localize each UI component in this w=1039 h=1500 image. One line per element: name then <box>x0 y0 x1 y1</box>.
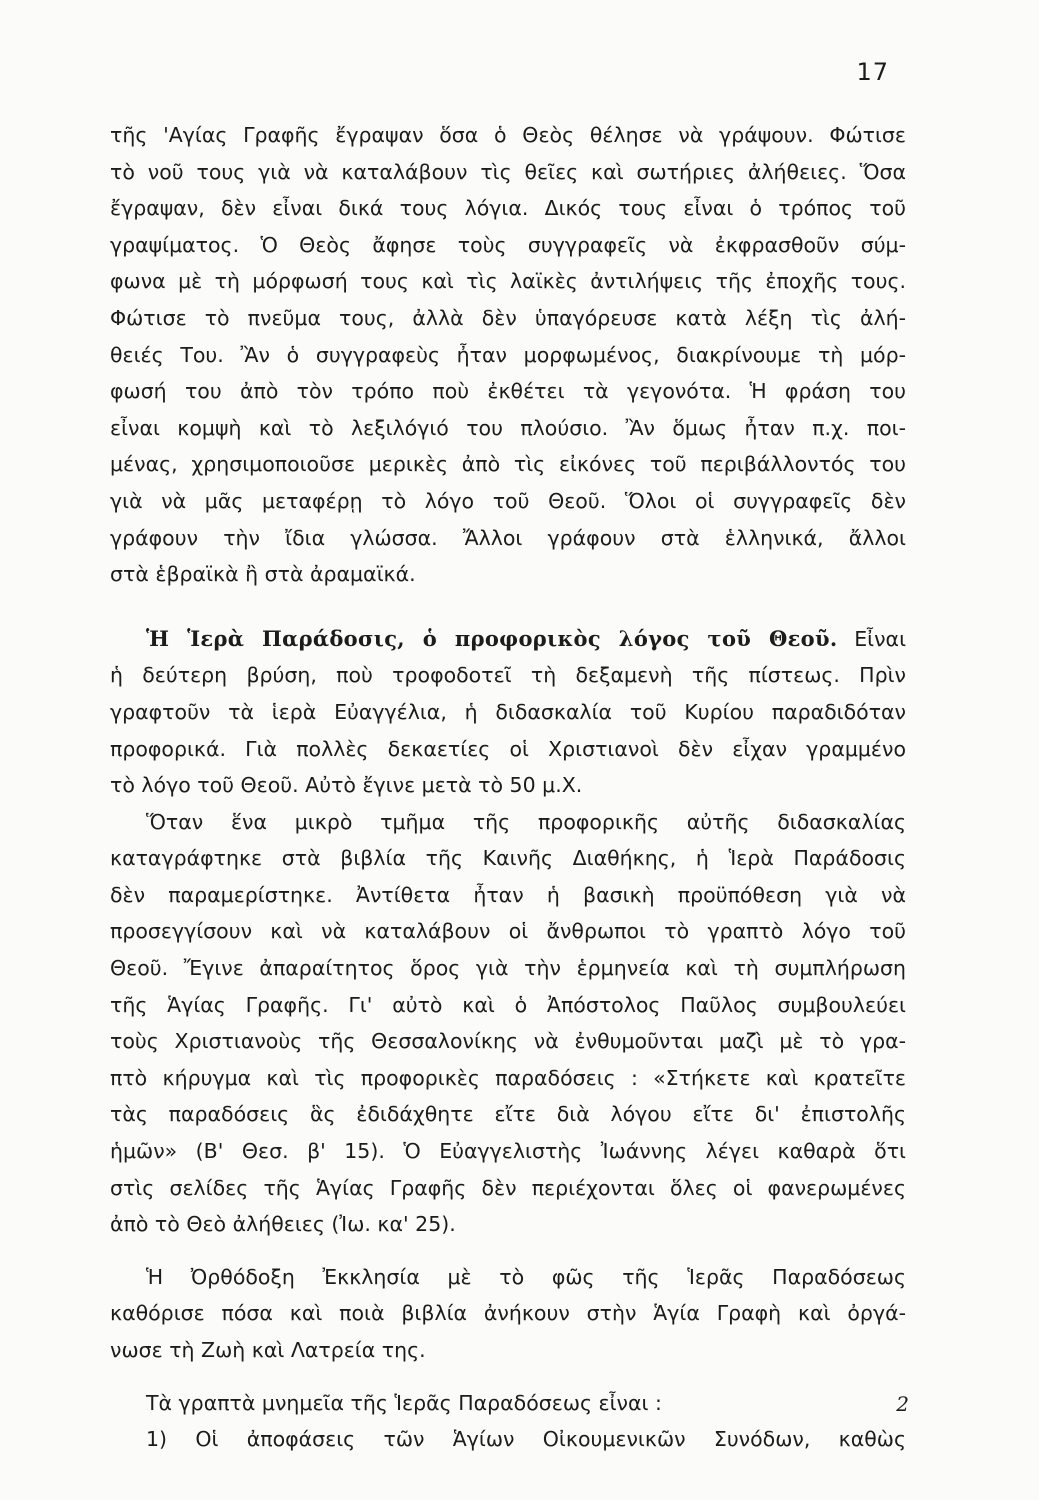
text-line: δὲν παραμερίστηκε. Ἀντίθετα ἦταν ἡ βασικὴ προϋπόθεση γιὰ νὰ <box>110 882 906 907</box>
paragraph-3 <box>110 804 906 1243</box>
text-line: τῆς Ἁγίας Γραφῆς. Γι' αὐτὸ καὶ ὁ Ἀπόστολος Παῦλος συμβουλεύει <box>110 992 906 1017</box>
text-line: τὸ νοῦ τους γιὰ νὰ καταλάβουν τὶς θεῖες καὶ σωτήριες ἀλήθειες. Ὅσα <box>110 159 906 184</box>
page-number: 17 <box>856 58 889 86</box>
text-line: Θεοῦ. Ἔγινε ἀπαραίτητος ὅρος γιὰ τὴν ἑρμηνεία καὶ τὴ συμπλήρωση <box>110 956 906 981</box>
text-line: νωσε τὴ Ζωὴ καὶ Λατρεία της. <box>110 1338 426 1362</box>
text-line: γιὰ νὰ μᾶς μεταφέρῃ τὸ λόγο τοῦ Θεοῦ. Ὅλοι οἱ συγγραφεῖς δὲν <box>110 488 906 513</box>
text-line: Τὰ γραπτὰ μνημεῖα τῆς Ἱερᾶς Παραδόσεως εἶναι : <box>146 1390 662 1415</box>
text-line: τῆς 'Αγίας Γραφῆς ἔγραψαν ὅσα ὁ Θεὸς θέλησε νὰ γράψουν. Φώτισε <box>110 123 906 147</box>
paragraph-6 <box>110 1421 906 1458</box>
text-line: τὰς παραδόσεις ἃς ἐδιδάχθητε εἴτε διὰ λόγου εἴτε δι' ἐπιστολῆς <box>110 1102 906 1127</box>
text-line: γραφτοῦν τὰ ἱερὰ Εὐαγγέλια, ἡ διδασκαλία τοῦ Κυρίου παραδιδόταν <box>110 699 906 724</box>
paragraph-4 <box>110 1259 906 1369</box>
text-line: ἔγραψαν, δὲν εἶναι δικά τους λόγια. Δικός τους εἶναι ὁ τρόπος τοῦ <box>110 196 906 221</box>
text-line: μένας, χρησιμοποιοῦσε μερικὲς ἀπὸ τὶς εἰκόνες τοῦ περιβάλλοντός του <box>110 452 906 477</box>
text-line: γράφουν τὴν ἴδια γλώσσα. Ἄλλοι γράφουν στὰ ἑλληνικά, ἄλλοι <box>110 525 906 550</box>
text-line: φωνα μὲ τὴ μόρφωσή τους καὶ τὶς λαϊκὲς ἀντιλήψεις τῆς ἐποχῆς τους. <box>110 269 906 294</box>
body-text <box>110 117 906 1458</box>
text-line: καταγράφτηκε στὰ βιβλία τῆς Καινῆς Διαθήκης, ἡ Ἱερὰ Παράδοσις <box>110 846 906 871</box>
paragraph-sacred-tradition <box>110 621 906 804</box>
text-line: πτὸ κήρυγμα καὶ τὶς προφορικὲς παραδόσεις : «Στήκετε καὶ κρατεῖτε <box>110 1065 906 1090</box>
text-line: προφορικά. Γιὰ πολλὲς δεκαετίες οἱ Χριστιανοὶ δὲν εἶχαν γραμμένο <box>110 736 906 761</box>
text-line: γραψίματος. Ὁ Θεὸς ἄφησε τοὺς συγγραφεῖς νὰ ἐκφρασθοῦν σύμ- <box>110 232 906 257</box>
signature-mark: 2 <box>896 1392 909 1416</box>
text-line: καθόρισε πόσα καὶ ποιὰ βιβλία ἀνήκουν στὴν Ἁγία Γραφὴ καὶ ὀργά- <box>110 1301 906 1326</box>
text-line: ἡμῶν» (Β' Θεσ. β' 15). Ὁ Εὐαγγελιστὴς Ἰωάννης λέγει καθαρὰ ὅτι <box>110 1139 906 1164</box>
text-line: Ὅταν ἕνα μικρὸ τμῆμα τῆς προφορικῆς αὐτῆς διδασκαλίας <box>146 809 906 834</box>
text-line: Φώτισε τὸ πνεῦμα τους, ἀλλὰ δὲν ὑπαγόρευσε κατὰ λέξη τὶς ἀλή- <box>110 305 906 330</box>
text-line: τοὺς Χριστιανοὺς τῆς Θεσσαλονίκης νὰ ἐνθυμοῦνται μαζὶ μὲ τὸ γρα- <box>110 1029 906 1054</box>
text-line: τὸ λόγο τοῦ Θεοῦ. Αὐτὸ ἔγινε μετὰ τὸ 50 μ.Χ. <box>110 773 583 798</box>
text-line: 1) Οἱ ἀποφάσεις τῶν Ἁγίων Οἰκουμενικῶν Συνόδων, καθὼς <box>146 1427 906 1452</box>
heading-continuation: Εἶναι <box>837 626 907 651</box>
text-line: προσεγγίσουν καὶ νὰ καταλάβουν οἱ ἄνθρωποι τὸ γραπτὸ λόγο τοῦ <box>110 919 906 944</box>
text-line: εἶναι κομψὴ καὶ τὸ λεξιλόγιό του πλούσιο. Ἂν ὅμως ἦταν π.χ. ποι- <box>110 415 906 440</box>
section-heading: Ἡ Ἱερὰ Παράδοσις, ὁ προφορικὸς λόγος τοῦ Θεοῦ. <box>146 625 838 651</box>
paragraph-5 <box>110 1385 906 1422</box>
text-line: ἀπὸ τὸ Θεὸ ἀλήθειες (Ἰω. κα' 25). <box>110 1212 456 1237</box>
text-line: στὶς σελίδες τῆς Ἁγίας Γραφῆς δὲν περιέχονται ὅλες οἱ φανερωμένες <box>110 1175 906 1200</box>
text-line: θειές Του. Ἂν ὁ συγγραφεὺς ἦταν μορφωμένος, διακρίνουμε τὴ μόρ- <box>110 342 906 367</box>
text-line: ἡ δεύτερη βρύση, ποὺ τροφοδοτεῖ τὴ δεξαμενὴ τῆς πίστεως. Πρὶν <box>110 663 906 688</box>
text-line: στὰ ἑβραϊκὰ ἢ στὰ ἀραμαϊκά. <box>110 562 416 587</box>
text-line: Ἡ Ὀρθόδοξη Ἐκκλησία μὲ τὸ φῶς τῆς Ἱερᾶς Παραδόσεως <box>146 1264 906 1289</box>
paragraph-1 <box>110 117 906 593</box>
section-heading-line <box>110 621 906 658</box>
text-line: φωσή του ἀπὸ τὸν τρόπο ποὺ ἐκθέτει τὰ γεγονότα. Ἡ φράση του <box>110 379 906 404</box>
